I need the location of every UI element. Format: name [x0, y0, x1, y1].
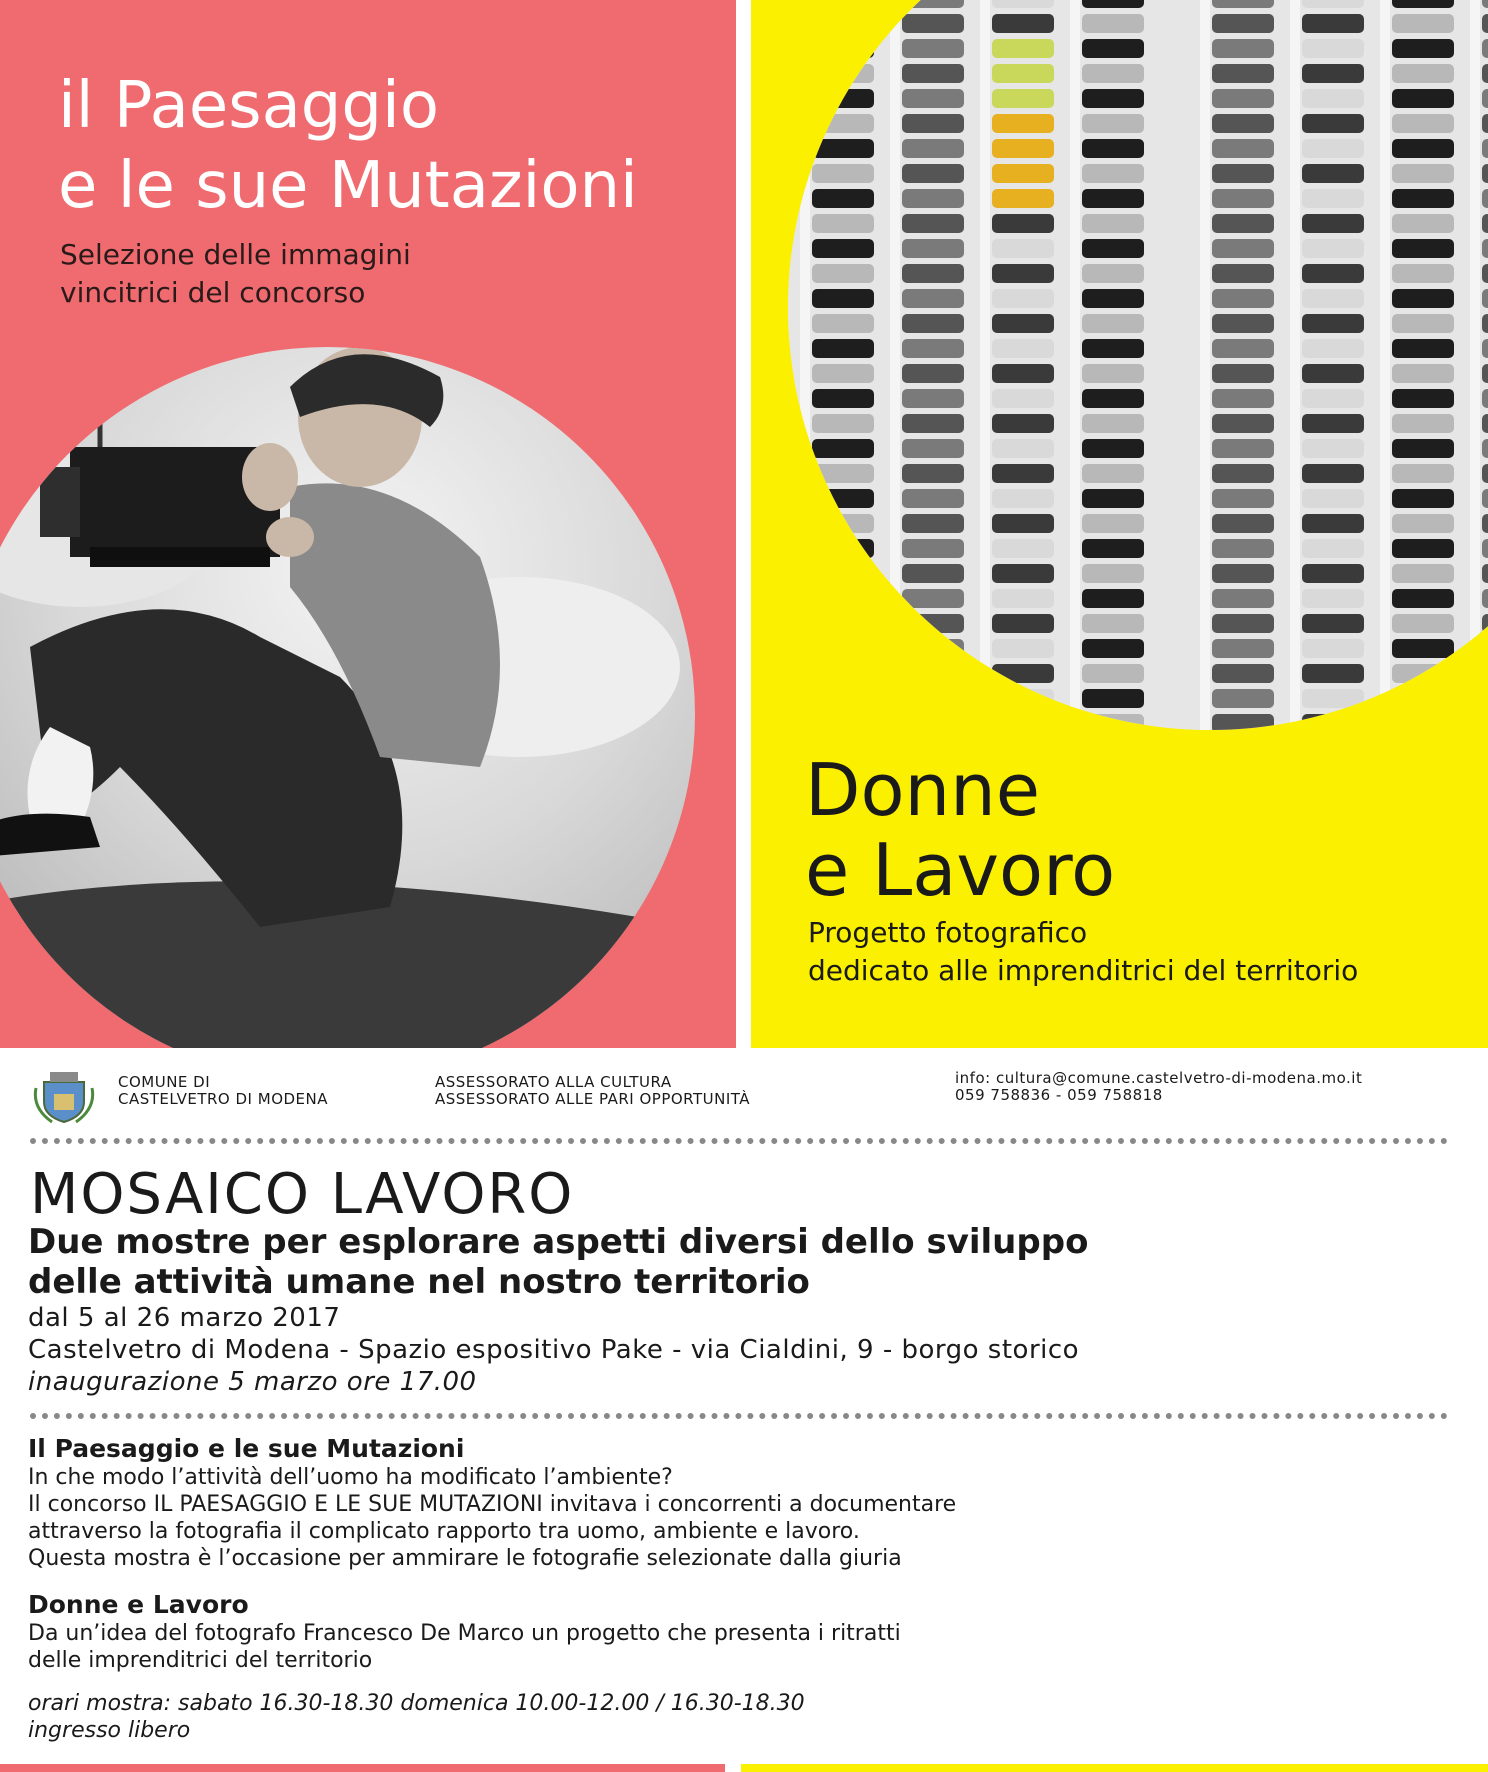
thread-spool [1212, 414, 1274, 433]
thread-spool [902, 139, 964, 158]
thread-spool [992, 139, 1054, 158]
thread-spool [1392, 314, 1454, 333]
thread-spool [1212, 439, 1274, 458]
thread-spool [1302, 564, 1364, 583]
thread-spool [1212, 0, 1274, 8]
assessorato-names: ASSESSORATO ALLA CULTURA ASSESSORATO ALLE PARI OPPORTUNITÀ [435, 1073, 751, 1108]
thread-spool [1392, 439, 1454, 458]
thread-spool [992, 39, 1054, 58]
thread-spool [1082, 514, 1144, 533]
thread-spool [1482, 139, 1488, 158]
dotted-divider [30, 1138, 1448, 1144]
event-location: Castelvetro di Modena - Spazio espositivo Pake - via Cialdini, 9 - borgo storico [28, 1335, 1080, 1365]
thread-spool [1302, 189, 1364, 208]
thread-spool [1482, 539, 1488, 558]
thread-spool [1392, 114, 1454, 133]
thread-spool [1392, 464, 1454, 483]
thread-spool [1482, 389, 1488, 408]
thread-spool [1392, 289, 1454, 308]
thread-spool [1482, 314, 1488, 333]
thread-spool [992, 614, 1054, 633]
right-panel-subtitle: Progetto fotografico dedicato alle imprenditrici del territorio [808, 916, 1359, 987]
thread-spool [1392, 414, 1454, 433]
thread-spool [1302, 114, 1364, 133]
thread-spool [1392, 614, 1454, 633]
thread-spool [1302, 314, 1364, 333]
thread-spool [1482, 364, 1488, 383]
thread-spool [992, 239, 1054, 258]
photographer-photo [0, 347, 695, 1048]
thread-spool [1302, 439, 1364, 458]
thread-spool [992, 214, 1054, 233]
thread-spool [902, 589, 964, 608]
thread-spool [812, 264, 874, 283]
thread-spool [1082, 614, 1144, 633]
thread-spool [1302, 214, 1364, 233]
thread-spool [902, 489, 964, 508]
thread-spool [1212, 664, 1274, 683]
thread-spool [1302, 339, 1364, 358]
thread-spool [992, 639, 1054, 658]
thread-spool [1212, 139, 1274, 158]
thread-spool [992, 164, 1054, 183]
thread-spool [992, 114, 1054, 133]
thread-spool [902, 464, 964, 483]
opening-hours: orari mostra: sabato 16.30-18.30 domenica 10.00-12.00 / 16.30-18.30 ingresso libero [28, 1691, 805, 1743]
thread-spool [902, 414, 964, 433]
thread-spool [992, 389, 1054, 408]
thread-spool [1482, 14, 1488, 33]
thread-spool [1212, 164, 1274, 183]
thread-spool [1212, 564, 1274, 583]
thread-spool [1082, 664, 1144, 683]
thread-spool [1392, 64, 1454, 83]
thread-spool [1212, 464, 1274, 483]
thread-spool [992, 314, 1054, 333]
thread-spool [1082, 89, 1144, 108]
thread-spool [1482, 114, 1488, 133]
thread-spool [992, 589, 1054, 608]
thread-spool [1392, 14, 1454, 33]
thread-spool [1212, 364, 1274, 383]
thread-spool [902, 289, 964, 308]
thread-spool [1482, 264, 1488, 283]
thread-spool [1082, 14, 1144, 33]
thread-spool [992, 439, 1054, 458]
thread-spool [1392, 364, 1454, 383]
thread-spool [992, 464, 1054, 483]
event-dates: dal 5 al 26 marzo 2017 [28, 1303, 341, 1333]
thread-spool [1392, 214, 1454, 233]
thread-spool [1212, 39, 1274, 58]
thread-spool [902, 339, 964, 358]
thread-spool [1392, 239, 1454, 258]
thread-spool [1302, 239, 1364, 258]
thread-spool [1082, 264, 1144, 283]
thread-spool [1212, 89, 1274, 108]
thread-spool [1082, 639, 1144, 658]
thread-spool [1082, 139, 1144, 158]
thread-spool [1082, 539, 1144, 558]
thread-spool [1212, 314, 1274, 333]
thread-spool [1482, 39, 1488, 58]
thread-spool [902, 314, 964, 333]
thread-spool [812, 314, 874, 333]
thread-spool [1302, 0, 1364, 8]
thread-spool [1392, 539, 1454, 558]
thread-spool [1392, 189, 1454, 208]
thread-spool [1212, 114, 1274, 133]
thread-spool [1392, 339, 1454, 358]
thread-spool [902, 389, 964, 408]
thread-spool [992, 564, 1054, 583]
thread-spool [1082, 339, 1144, 358]
thread-spool [812, 139, 874, 158]
thread-spool [1212, 339, 1274, 358]
thread-spool [992, 289, 1054, 308]
thread-spool [1082, 689, 1144, 708]
thread-spool [1302, 539, 1364, 558]
thread-spool [1302, 464, 1364, 483]
thread-spool [1482, 214, 1488, 233]
thread-spool [812, 189, 874, 208]
thread-spool [1392, 164, 1454, 183]
thread-spool [1302, 614, 1364, 633]
thread-spool [902, 514, 964, 533]
event-inauguration: inaugurazione 5 marzo ore 17.00 [28, 1367, 477, 1397]
thread-spool [902, 364, 964, 383]
thread-spool [1082, 389, 1144, 408]
thread-spool [1482, 164, 1488, 183]
left-poster-panel [0, 0, 736, 1048]
thread-spool [1482, 239, 1488, 258]
thread-spool [812, 214, 874, 233]
thread-spool [1212, 189, 1274, 208]
thread-spool [1302, 414, 1364, 433]
thread-spool [1302, 64, 1364, 83]
thread-spool [1302, 264, 1364, 283]
thread-spool [812, 339, 874, 358]
thread-spool [1082, 364, 1144, 383]
thread-spool [902, 39, 964, 58]
right-panel-title: Donne e Lavoro [805, 748, 1116, 912]
event-title: MOSAICO LAVORO [30, 1162, 575, 1227]
thread-spool [992, 64, 1054, 83]
thread-spool [902, 264, 964, 283]
thread-spool [902, 539, 964, 558]
thread-spool [1392, 589, 1454, 608]
thread-spool [902, 439, 964, 458]
thread-spool [1212, 489, 1274, 508]
thread-spool [1302, 664, 1364, 683]
thread-spool [902, 214, 964, 233]
thread-spool [1482, 64, 1488, 83]
thread-spool [1082, 289, 1144, 308]
thread-spool [1482, 514, 1488, 533]
event-subtitle: Due mostre per esplorare aspetti diversi dello sviluppo delle attività umane nel nostro territorio [28, 1222, 1089, 1302]
thread-spool [1212, 64, 1274, 83]
thread-spool [1212, 289, 1274, 308]
thread-spool [1082, 439, 1144, 458]
thread-spool [992, 189, 1054, 208]
thread-spool [992, 0, 1054, 8]
thread-spool [1082, 489, 1144, 508]
thread-spool [902, 64, 964, 83]
thread-spool [1302, 389, 1364, 408]
thread-spool [1392, 389, 1454, 408]
thread-spool [1212, 614, 1274, 633]
thread-spool [1302, 364, 1364, 383]
thread-spool [1082, 414, 1144, 433]
thread-spool [812, 439, 874, 458]
thread-spool [1482, 464, 1488, 483]
thread-spool [1082, 239, 1144, 258]
thread-spool [1392, 139, 1454, 158]
thread-spool [1212, 514, 1274, 533]
thread-spool [1082, 39, 1144, 58]
thread-spool [1082, 114, 1144, 133]
thread-spool [1082, 164, 1144, 183]
thread-spool [902, 164, 964, 183]
thread-spool [1302, 139, 1364, 158]
thread-spool [1212, 264, 1274, 283]
contact-info: info: cultura@comune.castelvetro-di-modena.mo.it 059 758836 - 059 758818 [955, 1069, 1363, 1104]
thread-spool [1482, 289, 1488, 308]
thread-spool [1482, 414, 1488, 433]
thread-spool [902, 189, 964, 208]
thread-spool [1302, 589, 1364, 608]
thread-spool [1082, 564, 1144, 583]
comune-name: COMUNE DI CASTELVETRO DI MODENA [118, 1073, 329, 1108]
bottom-color-bar-pink [0, 1764, 725, 1772]
thread-spool [1392, 564, 1454, 583]
thread-spool [992, 364, 1054, 383]
section-body: In che modo l’attività dell’uomo ha modificato l’ambiente? Il concorso IL PAESAGGIO E LE SUE MUTAZIONI invitava i concorrenti a documentare attraverso la fotografia il complicato rapporto tra uomo, ambiente e lavoro. Questa mostra è l’occasione per ammirare le fotografie selezionate dalla giuria [28, 1465, 957, 1571]
thread-spool [1392, 89, 1454, 108]
thread-spool [1212, 589, 1274, 608]
photographer-illustration [0, 347, 695, 1048]
left-panel-subtitle: Selezione delle immagini vincitrici del concorso [60, 238, 411, 309]
thread-spool [1302, 514, 1364, 533]
thread-spool [1212, 639, 1274, 658]
thread-spool [1302, 289, 1364, 308]
municipal-crest-icon [32, 1068, 96, 1124]
thread-spool [812, 164, 874, 183]
thread-spool [1302, 639, 1364, 658]
thread-spool [1212, 14, 1274, 33]
thread-spool [1392, 39, 1454, 58]
thread-spool [1212, 689, 1274, 708]
left-panel-title: il Paesaggio e le sue Mutazioni [58, 69, 638, 223]
thread-spool [1482, 89, 1488, 108]
thread-spool [812, 239, 874, 258]
thread-spool [1082, 189, 1144, 208]
thread-spool [812, 414, 874, 433]
thread-spool [1482, 589, 1488, 608]
thread-spool [902, 14, 964, 33]
dotted-divider [30, 1413, 1448, 1419]
thread-spool [1392, 489, 1454, 508]
thread-spool [992, 489, 1054, 508]
thread-spool [1082, 589, 1144, 608]
thread-spool [992, 414, 1054, 433]
thread-spool [1302, 164, 1364, 183]
thread-spool [902, 89, 964, 108]
bottom-color-bar-yellow [741, 1764, 1488, 1772]
thread-spool [812, 364, 874, 383]
section-title: Il Paesaggio e le sue Mutazioni [28, 1434, 465, 1463]
thread-spool [1482, 439, 1488, 458]
thread-spool [902, 114, 964, 133]
thread-spool [992, 89, 1054, 108]
thread-spool [1482, 339, 1488, 358]
thread-spool [1392, 264, 1454, 283]
thread-spool [1302, 39, 1364, 58]
thread-spool [1212, 539, 1274, 558]
thread-spool [992, 264, 1054, 283]
thread-spool [1482, 564, 1488, 583]
thread-spool [1082, 314, 1144, 333]
section-body: Da un’idea del fotografo Francesco De Marco un progetto che presenta i ritratti delle imprenditrici del territorio [28, 1621, 901, 1673]
thread-spool [1302, 489, 1364, 508]
thread-spool [992, 14, 1054, 33]
organizer-info-strip [0, 1048, 1488, 1136]
thread-spool [1302, 89, 1364, 108]
thread-spool [992, 339, 1054, 358]
thread-spool [902, 564, 964, 583]
thread-spool [1482, 489, 1488, 508]
thread-spool [1082, 0, 1144, 8]
thread-spool [1082, 64, 1144, 83]
thread-spool [1212, 214, 1274, 233]
section-title: Donne e Lavoro [28, 1590, 249, 1619]
thread-spool [902, 239, 964, 258]
thread-spool [1082, 214, 1144, 233]
thread-spool [1392, 639, 1454, 658]
thread-spool [1392, 514, 1454, 533]
thread-spool [1392, 0, 1454, 8]
thread-spool [1302, 14, 1364, 33]
thread-spool [1212, 239, 1274, 258]
thread-spool [992, 539, 1054, 558]
thread-spool [992, 514, 1054, 533]
thread-spool [1082, 464, 1144, 483]
thread-spool [1482, 189, 1488, 208]
thread-spool [1212, 389, 1274, 408]
thread-spool [812, 389, 874, 408]
thread-spool [812, 289, 874, 308]
